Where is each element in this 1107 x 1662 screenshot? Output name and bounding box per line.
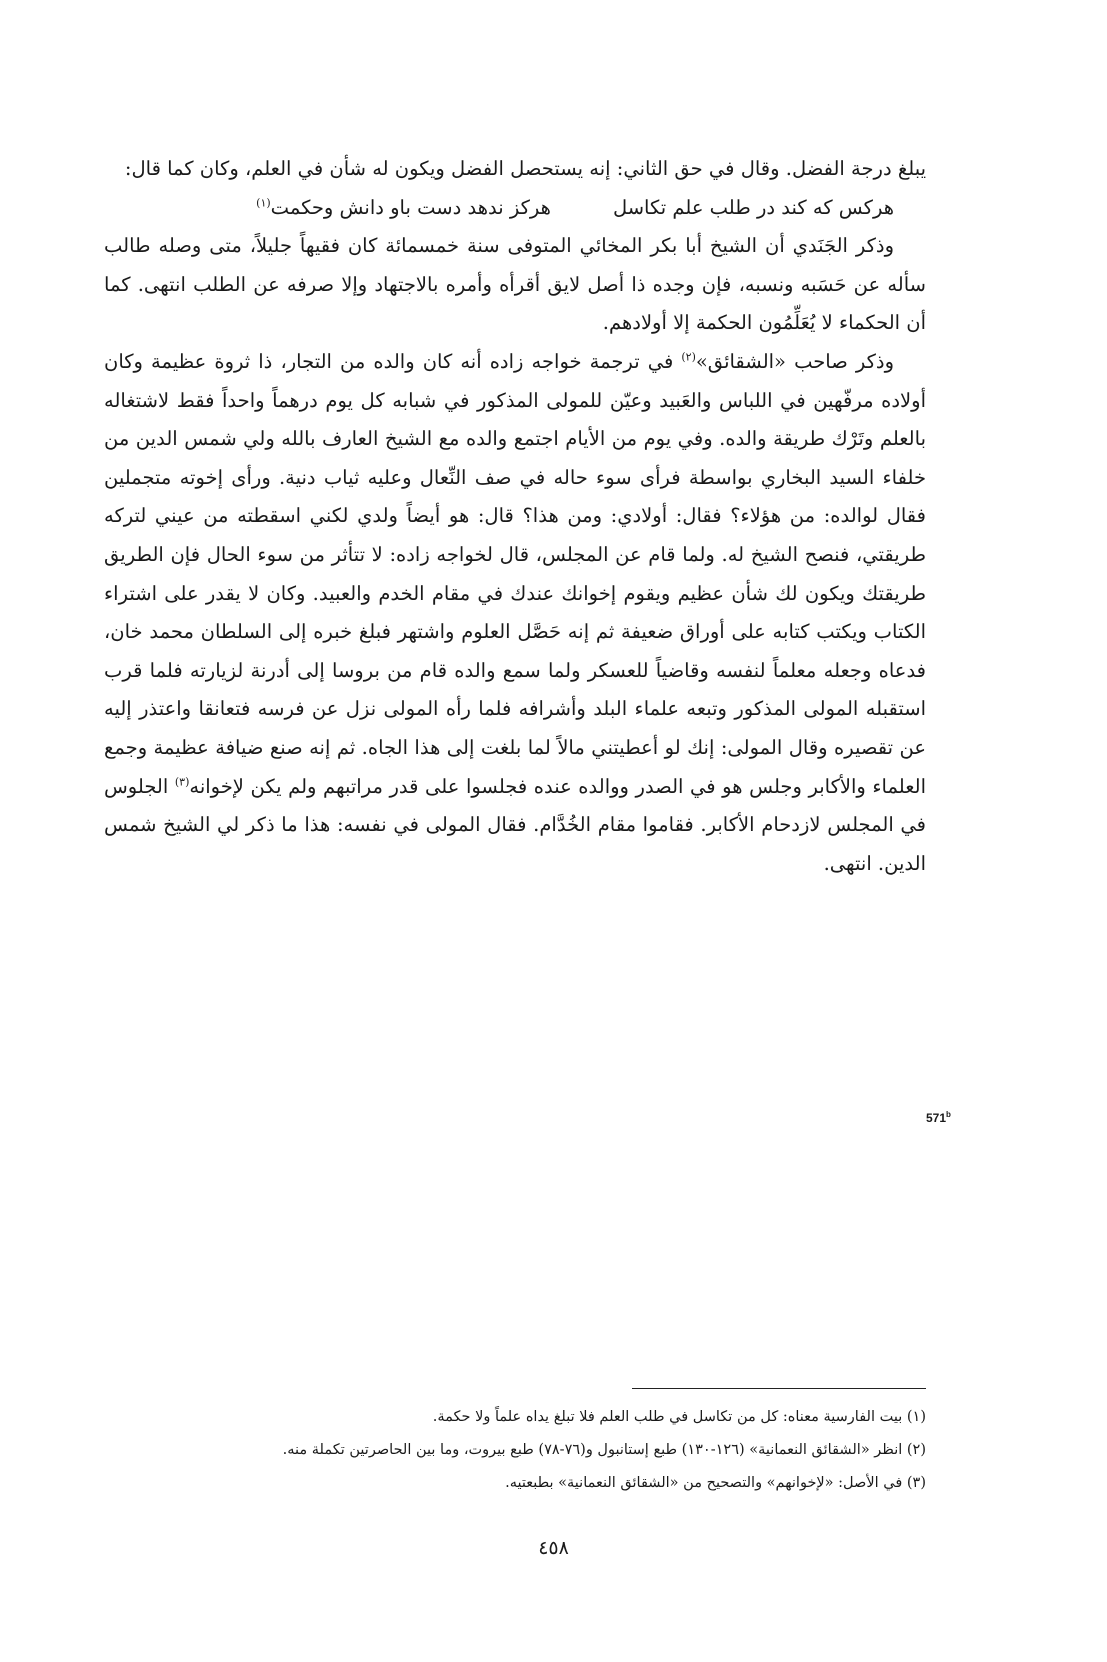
manuscript-folio-marker xyxy=(926,1110,951,1125)
footnote-3: (٣) في الأصل: «لإخوانهم» والتصحيح من «الشقائق النعمانية» بطبعتيه. xyxy=(505,1475,926,1491)
footnotes xyxy=(250,1401,926,1500)
page-number: ٤٥٨ xyxy=(538,1537,569,1559)
verse-second-hemistich-text: هركز ندهد دست باو دانش وحكمت xyxy=(270,195,551,219)
footnote-1: (١) بيت الفارسية معناه: كل من تكاسل في طلب العلم فلا تبلغ يداه علماً ولا حكمة. xyxy=(432,1409,926,1425)
footnote-ref-1[interactable]: (١) xyxy=(256,196,271,210)
footnote-ref-3[interactable]: (٣) xyxy=(174,775,190,788)
main-text xyxy=(104,150,926,883)
verse-second-hemistich xyxy=(256,189,551,228)
persian-verse xyxy=(104,189,926,228)
verse-first-hemistich: هركس كه كند در طلب علم تكاسل xyxy=(612,195,894,219)
paragraph-3-start: وذكر صاحب «الشقائق» xyxy=(695,349,894,373)
paragraph-3-middle: في ترجمة خواجه زاده أنه كان والده من التجار، ذا ثروة عظيمة وكان أولاده مرفّهين في اللباس والعَبيد وعيّن للمولى المذكور في شبابه كل يوم درهماً واحداً فقط لاشتغاله بالعلم وتَرْك طريقة والده. وفي يوم من الأيام اجتمع والده مع الشيخ العارف بالله ولي شمس الدين من خلفاء السيد البخاري بواسطة فرأى سوء حاله في صف النِّعال وعليه ثياب دنية. ورأى إخوته متجملين فقال لوالده: من هؤلاء؟ فقال: أولادي: ومن هذا؟ قال: هو أيضاً ولدي لكني اسقطته من عيني لتركه طريقتي، فنصح الشيخ له. ولما قام عن المجلس، قال لخواجه زاده: لا تتأثر من سوء الحال فإن الطريق طريقتك ويكون لك شأن عظيم ويقوم إخوانك عندك في مقام الخدم والعبيد. وكان لا يقدر على اشتراء الكتاب ويكتب كتابه على أوراق ضعيفة ثم إنه حَصَّل العلوم واشتهر فبلغ خبره إلى السلطان محمد خان، فدعاه وجعله معلماً لنفسه وقاضياً للعسكر ولما سمع والده قام من بروسا إلى أدرنة لزيارته فلما قرب استقبله المولى المذكور وتبعه علماء البلد وأشرافه فلما رأه المولى نزل عن فرسه فتعانقا واعتذر إليه عن تقصيره وقال المولى: إنك لو أعطيتني مالاً لما بلغت إلى هذا الجاه. ثم إنه صنع ضيافة عظيمة وجمع العلماء والأكابر وجلس هو في الصدر ووالده عنده فجلسوا على قدر مراتبهم ولم يكن لإخوانه xyxy=(104,349,926,798)
footnote-divider xyxy=(632,1388,926,1389)
paragraph-1: يبلغ درجة الفضل. وقال في حق الثاني: إنه يستحصل الفضل ويكون له شأن في العلم، وكان كما قال: xyxy=(124,157,926,180)
folio-side: b xyxy=(946,1110,951,1119)
paragraph-2: وذكر الجَنَدي أن الشيخ أبا بكر المخائي المتوفى سنة خمسمائة كان فقيهاً جليلاً، متى وصله طالب سأله عن حَسَبه ونسبه، فإن وجده ذا أصل لايق أقرأه وأمره بالاجتهاد وإلا صرفه عن الطلب انتهى. كما أن الحكماء لا يُعَلِّمُون الحكمة إلا أولادهم. xyxy=(104,234,926,335)
paragraph-3 xyxy=(104,343,926,883)
paragraph-3-end: الجلوس في المجلس لازدحام الأكابر. فقاموا مقام الخُدَّام. فقال المولى في نفسه: هذا ما ذكر لي الشيخ شمس الدين. انتهى. xyxy=(104,774,926,875)
footnote-2: (٢) انظر «الشقائق النعمانية» (١٢٦-١٣٠) طبع إستانبول و(٧٦-٧٨) طبع بيروت، وما بين الحاصرتين تكملة منه. xyxy=(282,1442,926,1458)
folio-number: 571 xyxy=(926,1111,947,1125)
footnote-ref-2[interactable]: (٢) xyxy=(681,350,696,364)
